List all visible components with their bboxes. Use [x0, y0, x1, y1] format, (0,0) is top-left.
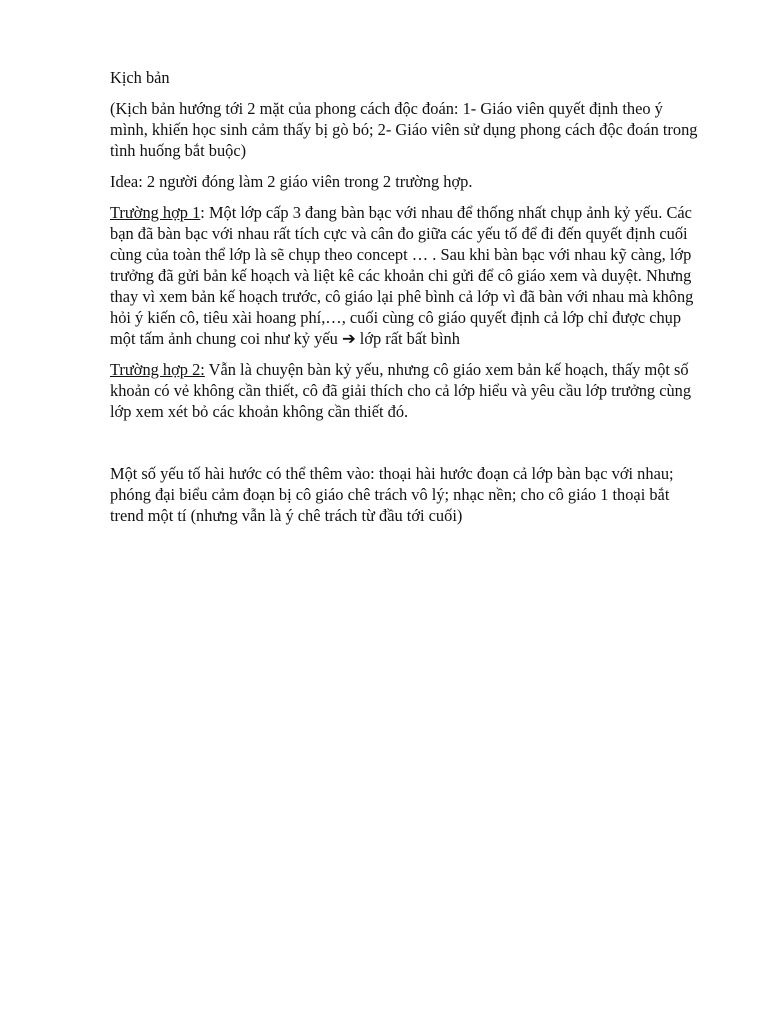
case-2-text: Vẫn là chuyện bàn kỷ yếu, nhưng cô giáo xem bản kế hoạch, thấy một số khoản có vẻ không cần thiết, cô đã giải thích cho cả lớp hiểu và yêu cầu lớp trưởng cùng lớp xem xét bỏ các khoản không cần thiết đó.	[110, 360, 692, 421]
case-1-conclusion: lớp rất bất bình	[355, 329, 460, 348]
case-2-paragraph	[110, 359, 700, 422]
humor-paragraph: Một số yếu tố hài hước có thể thêm vào: thoại hài hước đoạn cả lớp bàn bạc với nhau; phóng đại biểu cảm đoạn bị cô giáo chê trách vô lý; nhạc nền; cho cô giáo 1 thoại bắt trend một tí (nhưng vẫn là ý chê trách từ đầu tới cuối)	[110, 464, 674, 525]
blank-line	[110, 432, 700, 463]
case-2-label: Trường hợp 2:	[110, 360, 205, 379]
document-title: Kịch bản	[110, 68, 170, 87]
idea-paragraph: Idea: 2 người đóng làm 2 giáo viên trong 2 trường hợp.	[110, 172, 473, 191]
document-body	[110, 67, 700, 536]
case-1-label: Trường hợp 1	[110, 203, 201, 222]
case-1-text: : Một lớp cấp 3 đang bàn bạc với nhau để thống nhất chụp ảnh kỷ yếu. Các bạn đã bàn bạc với nhau rất tích cực và cân đo giữa các yếu tố để đi đến quyết định cuối cùng của toàn thể lớp là sẽ chụp theo concept … . Sau khi bàn bạc với nhau kỹ càng, lớp trưởng đã gửi bản kế hoạch và liệt kê các khoản chi gửi để cô giáo xem và duyệt. Nhưng thay vì xem bản kế hoạch trước, cô giáo lại phê bình cả lớp vì đã bàn với nhau mà không hỏi ý kiến cô, tiêu xài hoang phí,…, cuối cùng cô giáo quyết định cả lớp chỉ được chụp một tấm ảnh chung coi như kỷ yếu	[110, 203, 694, 348]
case-1-paragraph	[110, 202, 700, 349]
intro-paragraph: (Kịch bản hướng tới 2 mặt của phong cách độc đoán: 1- Giáo viên quyết định theo ý mình, khiến học sinh cảm thấy bị gò bó; 2- Giáo viên sử dụng phong cách độc đoán trong tình huống bắt buộc)	[110, 99, 698, 160]
right-arrow-icon: ➔	[341, 329, 356, 348]
